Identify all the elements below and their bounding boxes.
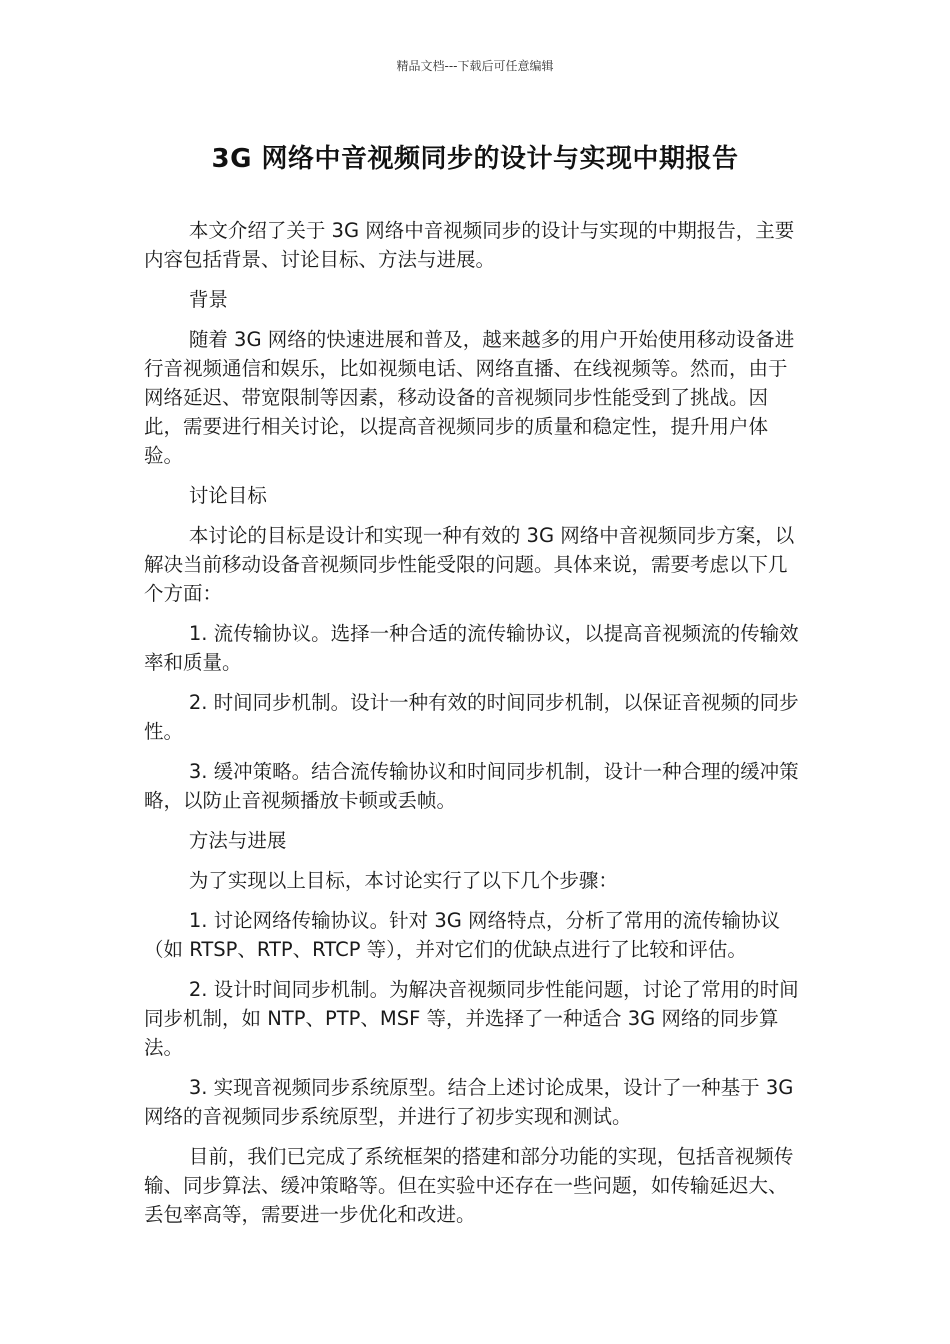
document-title: 3G 网络中音视频同步的设计与实现中期报告	[211, 144, 739, 174]
paragraph: 3. 缓冲策略。结合流传输协议和时间同步机制，设计一种合理的缓冲策略，以防止音视频播放卡顿或丢帧。	[144, 760, 799, 812]
document-body	[144, 216, 806, 1240]
paragraph: 本讨论的目标是设计和实现一种有效的 3G 网络中音视频同步方案，以解决当前移动设备音视频同步性能受限的问题。具体来说，需要考虑以下几个方面：	[144, 524, 795, 605]
paragraph: 目前，我们已完成了系统框架的搭建和部分功能的实现，包括音视频传输、同步算法、缓冲策略等。但在实验中还存在一些问题，如传输延迟大、丢包率高等，需要进一步优化和改进。	[144, 1145, 794, 1226]
paragraph: 2. 时间同步机制。设计一种有效的时间同步机制，以保证音视频的同步性。	[144, 691, 799, 743]
section-heading: 背景	[188, 288, 228, 311]
paragraph: 1. 讨论网络传输协议。针对 3G 网络特点，分析了常用的流传输协议（如 RTSP、RTP、RTCP 等），并对它们的优缺点进行了比较和评估。	[144, 909, 781, 961]
paragraph: 本文介绍了关于 3G 网络中音视频同步的设计与实现的中期报告，主要内容包括背景、讨论目标、方法与进展。	[144, 219, 795, 271]
paragraph: 3. 实现音视频同步系统原型。结合上述讨论成果，设计了一种基于 3G 网络的音视频同步系统原型，并进行了初步实现和测试。	[144, 1076, 794, 1128]
paragraph: 2. 设计时间同步机制。为解决音视频同步性能问题，讨论了常用的时间同步机制，如 NTP、PTP、MSF 等，并选择了一种适合 3G 网络的同步算法。	[144, 978, 799, 1059]
header-note: 精品文档---下载后可任意编辑	[396, 59, 554, 73]
paragraph: 为了实现以上目标，本讨论实行了以下几个步骤：	[188, 869, 618, 892]
paragraph: 1. 流传输协议。选择一种合适的流传输协议，以提高音视频流的传输效率和质量。	[144, 622, 799, 674]
paragraph: 随着 3G 网络的快速进展和普及，越来越多的用户开始使用移动设备进行音视频通信和娱乐，比如视频电话、网络直播、在线视频等。然而，由于网络延迟、带宽限制等因素，移动设备的音视频同步性能受到了挑战。因此，需要进行相关讨论，以提高音视频同步的质量和稳定性，提升用户体验。	[144, 328, 795, 467]
section-heading: 方法与进展	[188, 829, 287, 852]
section-heading: 讨论目标	[188, 484, 267, 507]
